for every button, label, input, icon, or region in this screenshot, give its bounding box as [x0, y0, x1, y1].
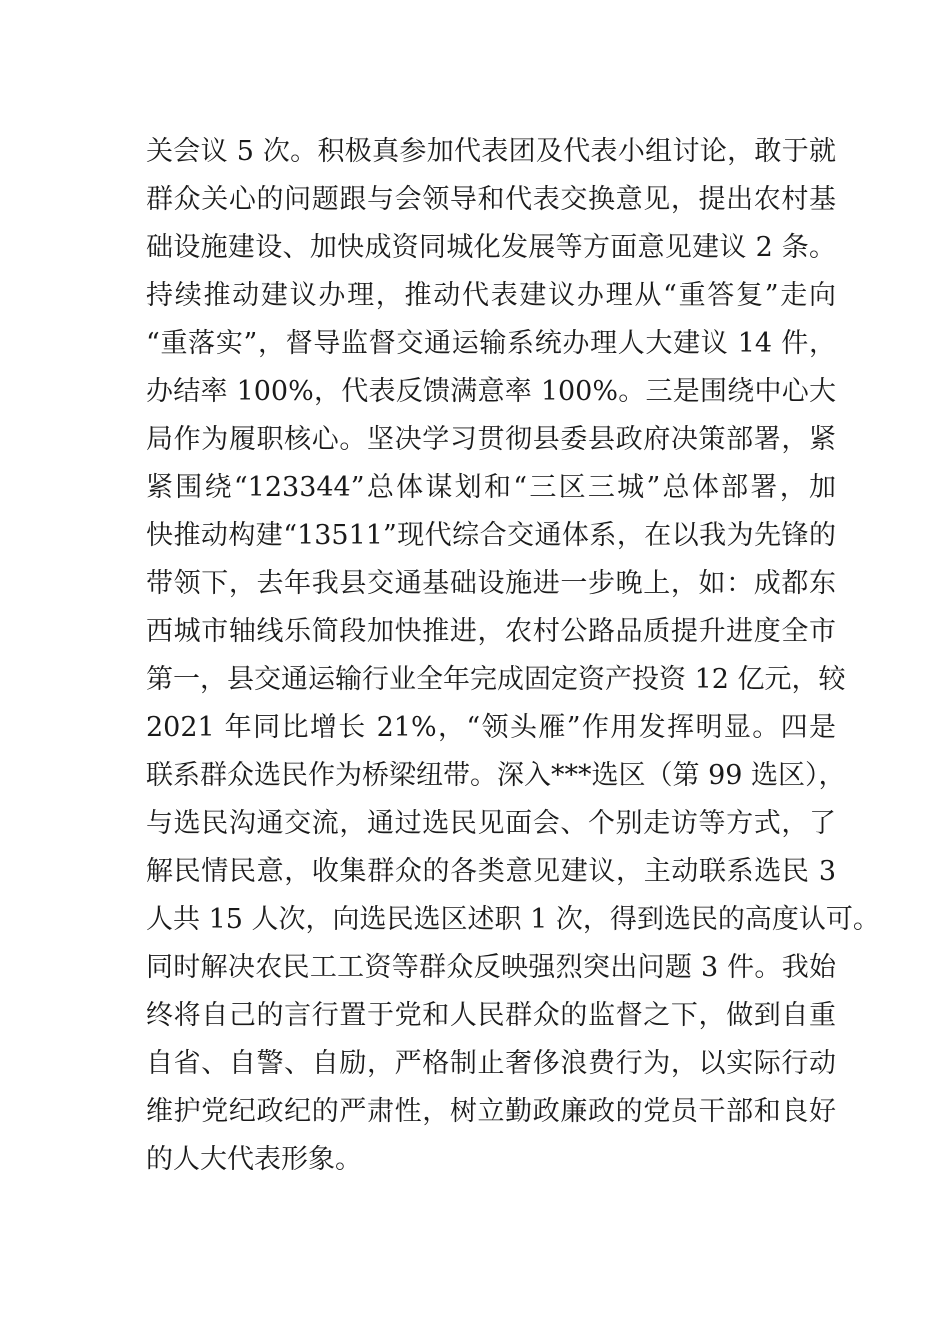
text-line: 第一，县交通运输行业全年完成固定资产投资 12 亿元，较: [146, 664, 846, 695]
text-line: 自省、自警、自励，严格制止奢侈浪费行为，以实际行动: [146, 1048, 836, 1079]
text-line: 2021 年同比增长 21%，“领头雁”作用发挥明显。四是: [146, 712, 836, 743]
text-line: 维护党纪政纪的严肃性，树立勤政廉政的党员干部和良好: [146, 1096, 836, 1127]
text-line: 与选民沟通交流，通过选民见面会、个别走访等方式，了: [146, 808, 836, 839]
text-line: 带领下，去年我县交通基础设施进一步晚上，如：成都东: [146, 568, 836, 599]
text-line: 持续推动建议办理，推动代表建议办理从“重答复”走向: [146, 280, 836, 311]
text-line: 办结率 100%，代表反馈满意率 100%。三是围绕中心大: [146, 376, 836, 407]
text-line: 群众关心的问题跟与会领导和代表交换意见，提出农村基: [146, 184, 836, 215]
body-paragraph: [146, 128, 880, 1184]
text-line: 人共 15 人次，向选民选区述职 1 次，得到选民的高度认可。: [146, 904, 880, 935]
text-line: “重落实”，督导监督交通运输系统办理人大建议 14 件，: [146, 328, 836, 359]
text-line: 解民情民意，收集群众的各类意见建议，主动联系选民 3: [146, 856, 836, 887]
text-line: 的人大代表形象。: [146, 1144, 362, 1175]
text-line: 西城市轴线乐简段加快推进，农村公路品质提升进度全市: [146, 616, 836, 647]
text-line: 局作为履职核心。坚决学习贯彻县委县政府决策部署，紧: [146, 424, 836, 455]
text-line: 同时解决农民工工资等群众反映强烈突出问题 3 件。我始: [146, 952, 836, 983]
text-line: 础设施建设、加快成资同城化发展等方面意见建议 2 条。: [146, 232, 836, 263]
text-line: 紧围绕“123344”总体谋划和“三区三城”总体部署，加: [146, 472, 836, 503]
text-line: 终将自己的言行置于党和人民群众的监督之下，做到自重: [146, 1000, 836, 1031]
text-line: 关会议 5 次。积极真参加代表团及代表小组讨论，敢于就: [146, 136, 836, 167]
text-line: 联系群众选民作为桥梁纽带。深入***选区（第 99 选区），: [146, 760, 846, 791]
text-line: 快推动构建“13511”现代综合交通体系，在以我为先锋的: [146, 520, 836, 551]
